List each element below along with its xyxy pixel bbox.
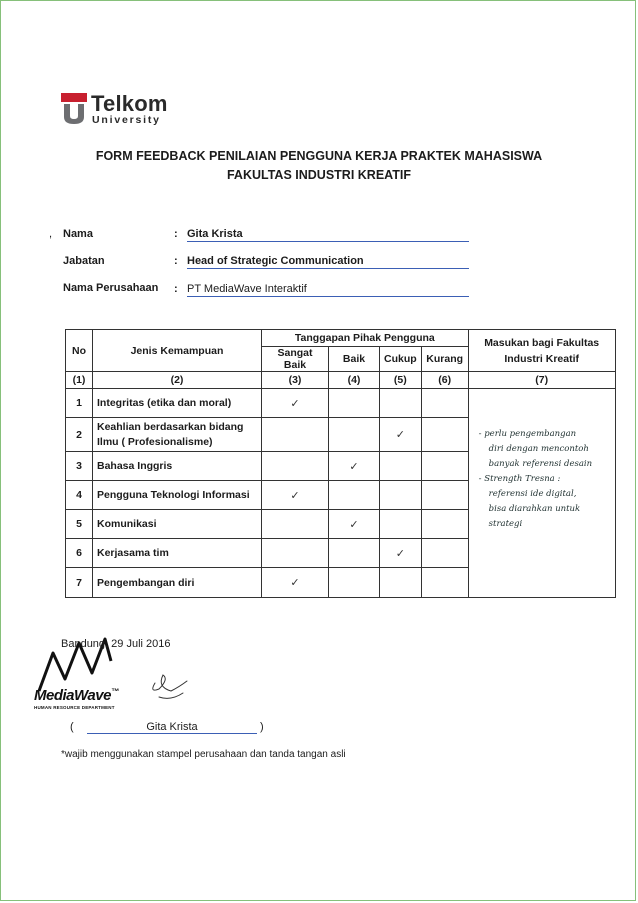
rating-cell bbox=[329, 539, 380, 568]
rating-cell bbox=[380, 418, 422, 452]
logo-brand-text: Telkom bbox=[91, 91, 168, 116]
rating-cell bbox=[421, 389, 468, 418]
rating-cell bbox=[329, 481, 380, 510]
note-line: - perlu pengembangan bbox=[478, 429, 577, 439]
rating-cell bbox=[380, 510, 422, 539]
table-header-row bbox=[66, 330, 616, 347]
rating-cell bbox=[421, 510, 468, 539]
note-line: - Strength Tresna : bbox=[478, 474, 561, 484]
row-no: 3 bbox=[66, 452, 93, 481]
rating-cell bbox=[262, 539, 329, 568]
header-sangat-baik: Sangat Baik bbox=[262, 347, 329, 372]
header-kurang: Kurang bbox=[421, 347, 468, 372]
rating-cell bbox=[380, 539, 422, 568]
row-skill: Integritas (etika dan moral) bbox=[93, 389, 262, 418]
rating-cell bbox=[262, 510, 329, 539]
signer-open-paren: ( bbox=[70, 721, 74, 733]
check-mark-icon: ✓ bbox=[290, 576, 300, 589]
header-response: Tanggapan Pihak Pengguna bbox=[262, 330, 469, 347]
stamp-department: HUMAN RESOURCE DEPARTMENT bbox=[34, 705, 115, 710]
rating-cell bbox=[380, 568, 422, 598]
row-no: 7 bbox=[66, 568, 93, 598]
faculty-title: FAKULTAS INDUSTRI KREATIF bbox=[226, 168, 411, 182]
position-colon: : bbox=[174, 255, 178, 267]
rating-cell bbox=[262, 418, 329, 452]
rating-cell bbox=[421, 452, 468, 481]
rating-cell bbox=[421, 481, 468, 510]
index-cell: (5) bbox=[380, 372, 422, 389]
name-label: Nama bbox=[63, 228, 93, 240]
signer-close-paren: ) bbox=[260, 721, 264, 733]
stamp-company-name: MediaWave™ bbox=[34, 687, 119, 704]
row-no: 2 bbox=[66, 418, 93, 452]
notes-cell bbox=[468, 389, 615, 598]
header-no: No bbox=[66, 330, 93, 372]
signer-name: Gita Krista bbox=[87, 721, 257, 734]
check-mark-icon: ✓ bbox=[395, 428, 405, 441]
rating-cell bbox=[380, 481, 422, 510]
header-baik: Baik bbox=[329, 347, 380, 372]
place-date: Bandung, 29 Juli 2016 bbox=[61, 638, 171, 650]
note-line: strategi bbox=[488, 519, 523, 529]
row-skill: Kerjasama tim bbox=[93, 539, 262, 568]
rating-cell bbox=[380, 452, 422, 481]
rating-cell bbox=[421, 539, 468, 568]
rating-cell bbox=[421, 568, 468, 598]
index-cell: (1) bbox=[66, 372, 93, 389]
row-no: 1 bbox=[66, 389, 93, 418]
telkom-logo-icon bbox=[61, 93, 87, 125]
rating-cell bbox=[421, 418, 468, 452]
form-title: FORM FEEDBACK PENILAIAN PENGGUNA KERJA PRAKTEK MAHASISWA bbox=[95, 149, 543, 163]
rating-cell bbox=[262, 452, 329, 481]
index-cell: (3) bbox=[262, 372, 329, 389]
signature-scribble bbox=[153, 675, 187, 698]
position-label: Jabatan bbox=[63, 255, 105, 267]
row-skill: Keahlian berdasarkan bidang Ilmu ( Profesionalisme) bbox=[93, 418, 262, 452]
header-cukup: Cukup bbox=[380, 347, 422, 372]
rating-cell bbox=[329, 418, 380, 452]
row-skill: Pengembangan diri bbox=[93, 568, 262, 598]
assessment-table bbox=[65, 329, 616, 598]
position-value: Head of Strategic Communication bbox=[187, 255, 469, 269]
index-cell: (7) bbox=[468, 372, 615, 389]
row-skill: Komunikasi bbox=[93, 510, 262, 539]
note-line: banyak referensi desain bbox=[488, 459, 593, 469]
row-no: 5 bbox=[66, 510, 93, 539]
rating-cell bbox=[262, 568, 329, 598]
check-mark-icon: ✓ bbox=[290, 488, 300, 502]
index-cell: (4) bbox=[329, 372, 380, 389]
row-no: 4 bbox=[66, 481, 93, 510]
rating-cell bbox=[262, 481, 329, 510]
company-label: Nama Perusahaan bbox=[63, 282, 159, 294]
index-cell: (2) bbox=[93, 372, 262, 389]
handwritten-notes bbox=[479, 427, 603, 532]
table-row bbox=[66, 389, 616, 418]
rating-cell bbox=[380, 389, 422, 418]
rating-cell bbox=[329, 568, 380, 598]
check-mark-icon: ✓ bbox=[395, 546, 405, 560]
note-line: bisa diarahkan untuk bbox=[488, 504, 581, 514]
check-mark-icon: ✓ bbox=[349, 517, 359, 531]
note-line: referensi ide digital, bbox=[488, 489, 577, 499]
stray-mark: , bbox=[49, 228, 53, 240]
rating-cell bbox=[262, 389, 329, 418]
check-mark-icon: ✓ bbox=[349, 459, 359, 473]
name-colon: : bbox=[174, 228, 178, 240]
logo-sub-text: University bbox=[92, 114, 161, 126]
check-mark-icon: ✓ bbox=[290, 396, 300, 410]
name-value: Gita Krista bbox=[187, 228, 469, 242]
footnote: *wajib menggunakan stampel perusahaan dan tanda tangan asli bbox=[61, 749, 346, 760]
rating-cell bbox=[329, 452, 380, 481]
row-no: 6 bbox=[66, 539, 93, 568]
rating-cell bbox=[329, 389, 380, 418]
rating-cell bbox=[329, 510, 380, 539]
note-line: diri dengan mencontoh bbox=[488, 444, 589, 454]
index-cell: (6) bbox=[421, 372, 468, 389]
row-skill: Pengguna Teknologi Informasi bbox=[93, 481, 262, 510]
table-index-row bbox=[66, 372, 616, 389]
company-value: PT MediaWave Interaktif bbox=[187, 283, 469, 297]
row-skill: Bahasa Inggris bbox=[93, 452, 262, 481]
header-skill: Jenis Kemampuan bbox=[93, 330, 262, 372]
company-colon: : bbox=[174, 283, 178, 295]
header-notes: Masukan bagi Fakultas Industri Kreatif bbox=[468, 330, 615, 372]
